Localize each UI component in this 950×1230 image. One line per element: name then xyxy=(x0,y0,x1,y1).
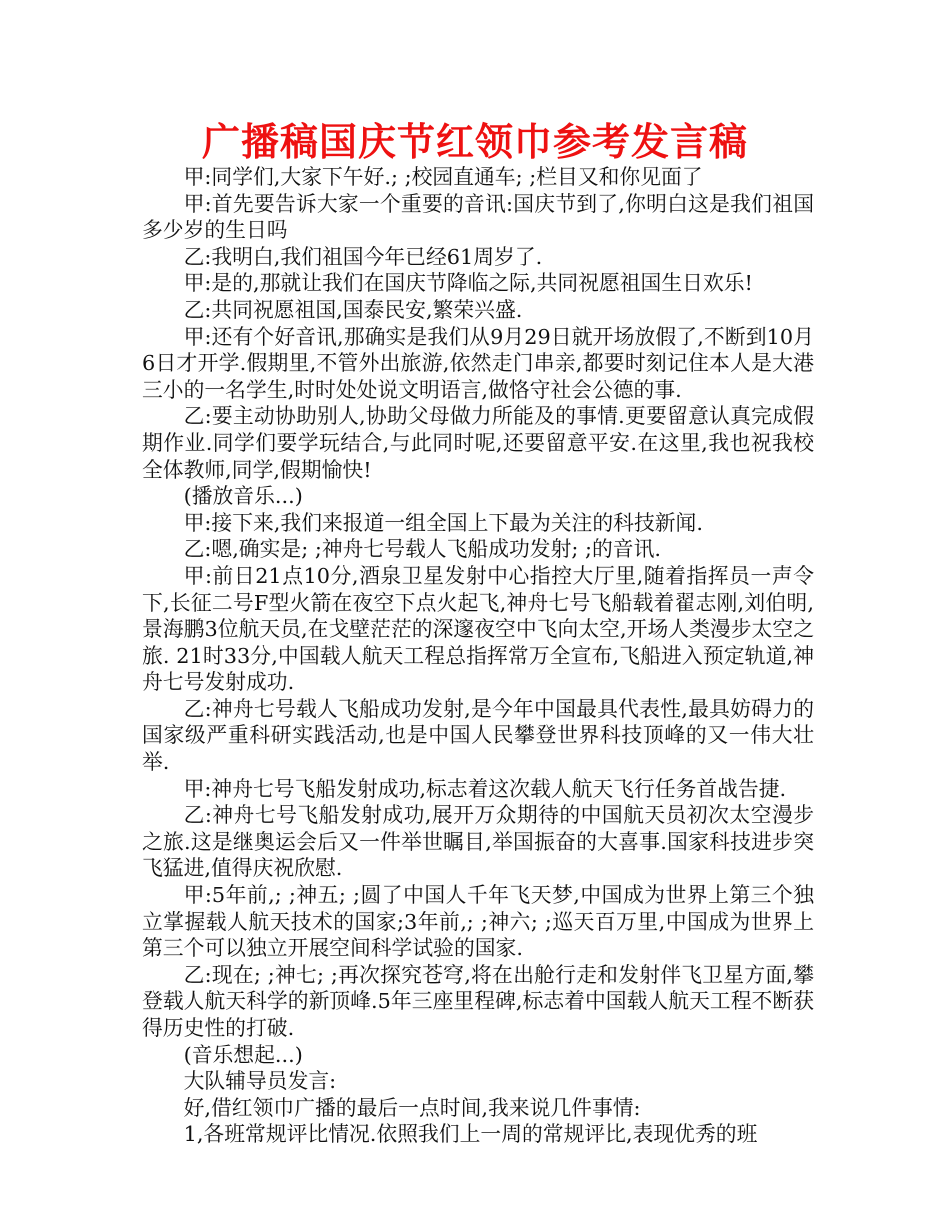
paragraph: 大队辅导员发言: xyxy=(183,1069,337,1094)
paragraph: 甲:前日21点10分,酒泉卫星发射中心指控大厅里,随着指挥员一声令下,长征二号F型火箭在夜空下点火起飞,神舟七号飞船载着翟志刚,刘伯明,景海鹏3位航天员,在戈壁茫茫的深邃夜空中飞向太空,开场人类漫步太空之旅. 21时33分,中国载人航天工程总指挥常万全宣布,飞船进入预定轨道,神舟七号发射成功. xyxy=(142,563,814,695)
paragraph: 甲:5年前,; ;神五; ;圆了中国人千年飞天梦,中国成为世界上第三个独立掌握载人航天技术的国家;3年前,; ;神六; ;巡天百万里,中国成为世界上第三个可以独立开展空间科学试验的国家. xyxy=(142,883,814,961)
paragraph: 好,借红领巾广播的最后一点时间,我来说几件事情: xyxy=(183,1095,641,1120)
paragraph: 甲:还有个好音讯,那确实是我们从9月29日就开场放假了,不断到10月6日才开学.假期里,不管外出旅游,依然走门串亲,都要时刻记住本人是大港三小的一名学生,时时处处说文明语言,做恪守社会公德的事. xyxy=(142,324,814,402)
paragraph: (音乐想起...) xyxy=(183,1042,303,1067)
paragraph: 甲:首先要告诉大家一个重要的音讯:国庆节到了,你明白这是我们祖国多少岁的生日吗 xyxy=(142,191,814,243)
paragraph: 甲:接下来,我们来报道一组全国上下最为关注的科技新闻. xyxy=(183,510,703,535)
paragraph: 甲:是的,那就让我们在国庆节降临之际,共同祝愿祖国生日欢乐! xyxy=(183,271,753,296)
paragraph: (播放音乐...) xyxy=(183,484,303,509)
paragraph: 乙:要主动协助别人,协助父母做力所能及的事情.更要留意认真完成假期作业.同学们要学玩结合,与此同时呢,还要留意平安.在这里,我也祝我校全体教师,同学,假期愉快! xyxy=(142,404,814,482)
paragraph: 甲:同学们,大家下午好.; ;校园直通车; ;栏目又和你见面了 xyxy=(183,165,703,189)
document-body xyxy=(142,164,814,1148)
paragraph: 甲:神舟七号飞船发射成功,标志着这次载人航天飞行任务首战告捷. xyxy=(183,776,787,801)
paragraph: 乙:神舟七号飞船发射成功,展开万众期待的中国航天员初次太空漫步之旅.这是继奥运会后又一件举世瞩目,举国振奋的大喜事.国家科技进步突飞猛进,值得庆祝欣慰. xyxy=(142,803,814,881)
document-title: 广播稿国庆节红领巾参考发言稿 xyxy=(201,120,748,164)
paragraph: 乙:神舟七号载人飞船成功发射,是今年中国最具代表性,最具妨碍力的国家级严重科研实践活动,也是中国人民攀登世界科技顶峰的又一伟大壮举. xyxy=(142,696,814,775)
paragraph: 乙:现在; ;神七; ;再次探究苍穹,将在出舱行走和发射伴飞卫星方面,攀登载人航天科学的新顶峰.5年三座里程碑,标志着中国载人航天工程不断获得历史性的打破. xyxy=(142,962,814,1040)
paragraph: 乙:嗯,确实是; ;神舟七号载人飞船成功发射; ;的音讯. xyxy=(183,537,662,562)
paragraph: 乙:我明白,我们祖国今年已经61周岁了. xyxy=(183,244,543,269)
paragraph: 乙:共同祝愿祖国,国泰民安,繁荣兴盛. xyxy=(183,297,523,322)
paragraph: 1,各班常规评比情况.依照我们上一周的常规评比,表现优秀的班 xyxy=(183,1122,758,1147)
